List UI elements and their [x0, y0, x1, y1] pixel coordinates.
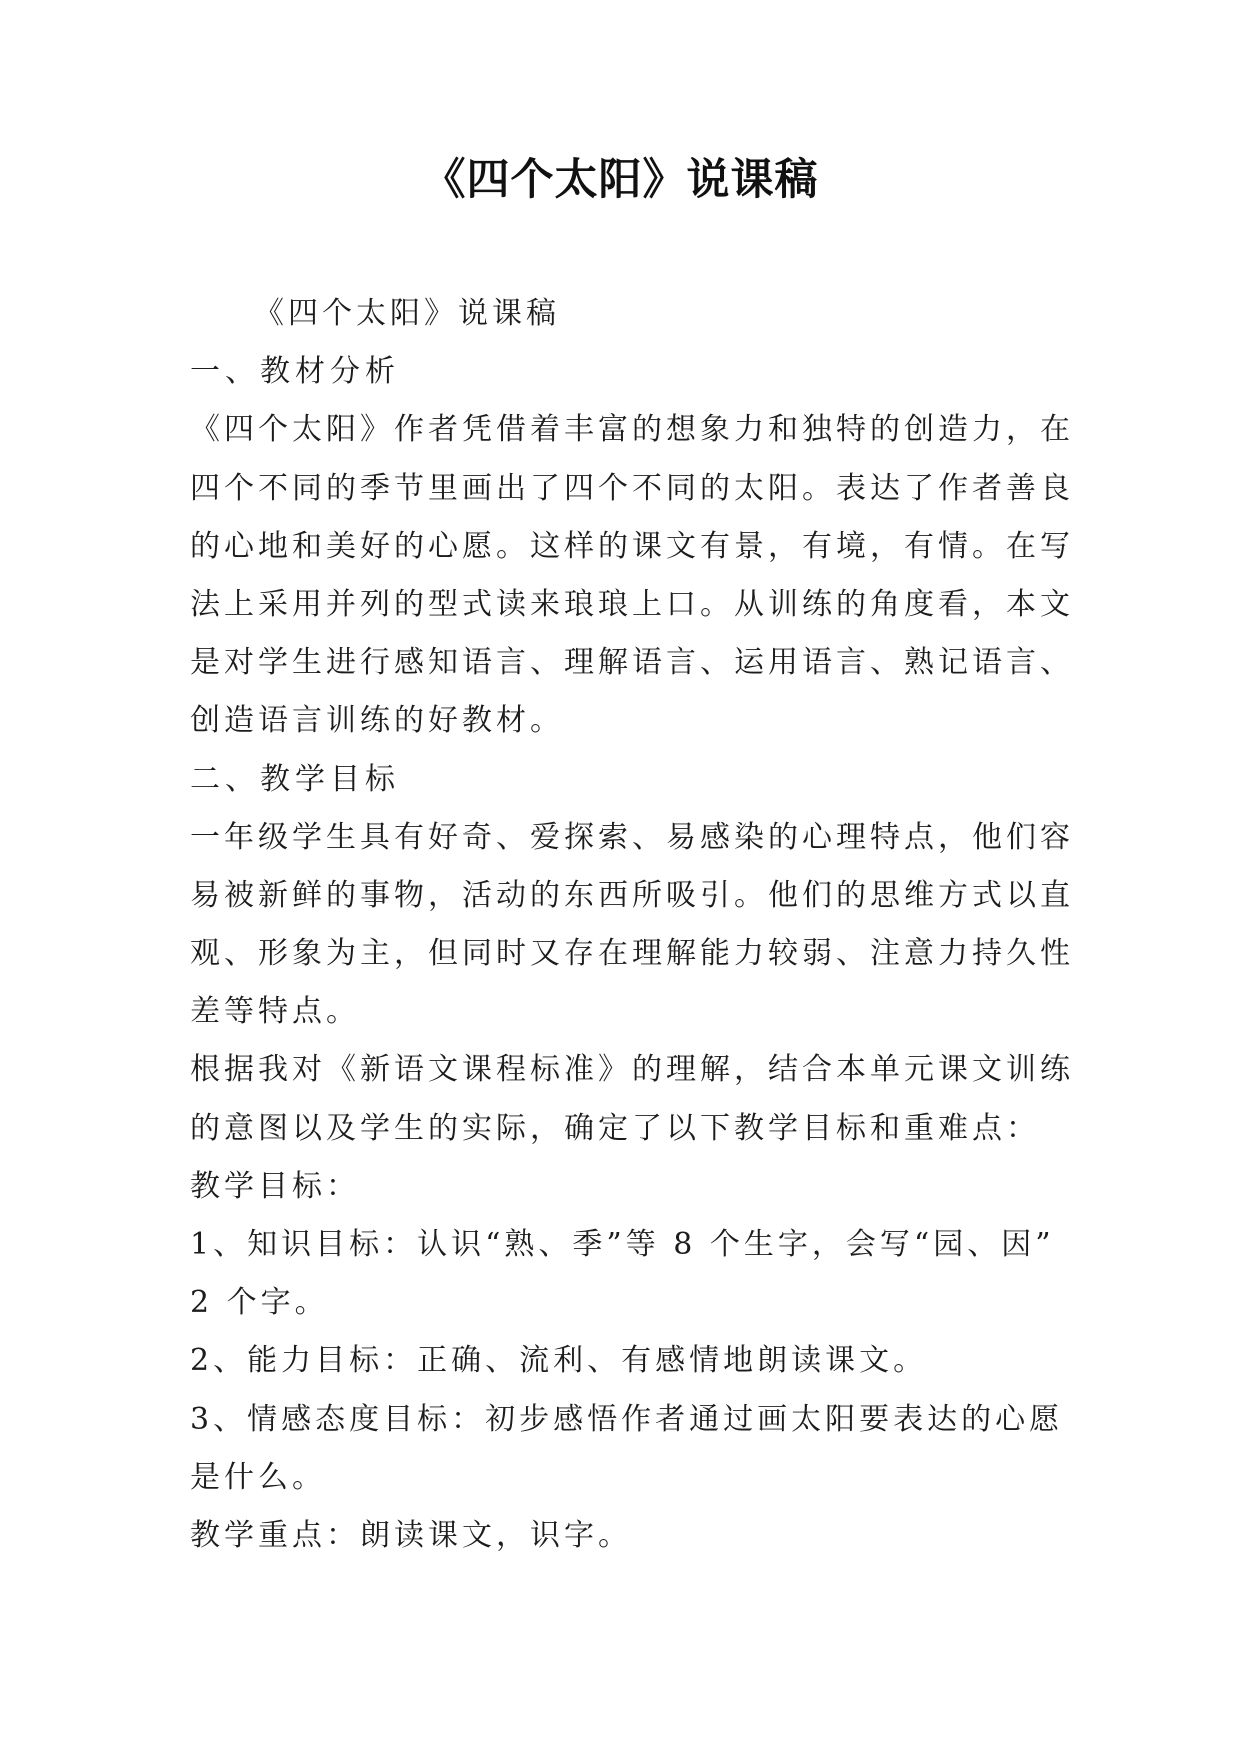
- paragraph-line: 创造语言训练的好教材。: [190, 703, 564, 739]
- document-body: [190, 285, 1074, 1565]
- paragraph-line: 法上采用并列的型式读来琅琅上口。从训练的角度看，本文: [190, 586, 1074, 622]
- section-heading: 二、教学目标: [190, 761, 400, 797]
- paragraph-line: 易被新鲜的事物，活动的东西所吸引。他们的思维方式以直: [190, 877, 1074, 913]
- paragraph-line: 根据我对《新语文课程标准》的理解，结合本单元课文训练: [190, 1052, 1074, 1088]
- section-heading: 一、教材分析: [190, 354, 400, 390]
- list-item: 2、能力目标：正确、流利、有感情地朗读课文。: [190, 1343, 928, 1379]
- list-item: 3、情感态度目标：初步感悟作者通过画太阳要表达的心愿: [190, 1401, 1064, 1437]
- paragraph-line: 的意图以及学生的实际，确定了以下教学目标和重难点：: [190, 1110, 1040, 1146]
- subtitle-line: 《四个太阳》说课稿: [254, 296, 560, 331]
- paragraph-line: 是对学生进行感知语言、理解语言、运用语言、熟记语言、: [190, 645, 1074, 681]
- paragraph-line: 观、形象为主，但同时又存在理解能力较弱、注意力持久性: [190, 936, 1074, 972]
- paragraph-line: 的心地和美好的心愿。这样的课文有景，有境，有情。在写: [190, 528, 1074, 564]
- list-item-continuation: 2 个字。: [190, 1285, 329, 1321]
- paragraph-line: 四个不同的季节里画出了四个不同的太阳。表达了作者善良: [190, 470, 1074, 506]
- subsection-heading: 教学目标：: [190, 1168, 360, 1204]
- paragraph-line: 教学重点：朗读课文，识字。: [190, 1517, 632, 1553]
- list-item-continuation: 是什么。: [190, 1459, 326, 1495]
- paragraph-line: 《四个太阳》作者凭借着丰富的想象力和独特的创造力，在: [190, 412, 1074, 448]
- document-title: 《四个太阳》说课稿: [422, 155, 819, 205]
- paragraph-line: 差等特点。: [190, 994, 360, 1030]
- list-item: 1、知识目标：认识“熟、季”等 8 个生字，会写“园、因”: [190, 1227, 1055, 1262]
- paragraph-line: 一年级学生具有好奇、爱探索、易感染的心理特点，他们容: [190, 819, 1074, 855]
